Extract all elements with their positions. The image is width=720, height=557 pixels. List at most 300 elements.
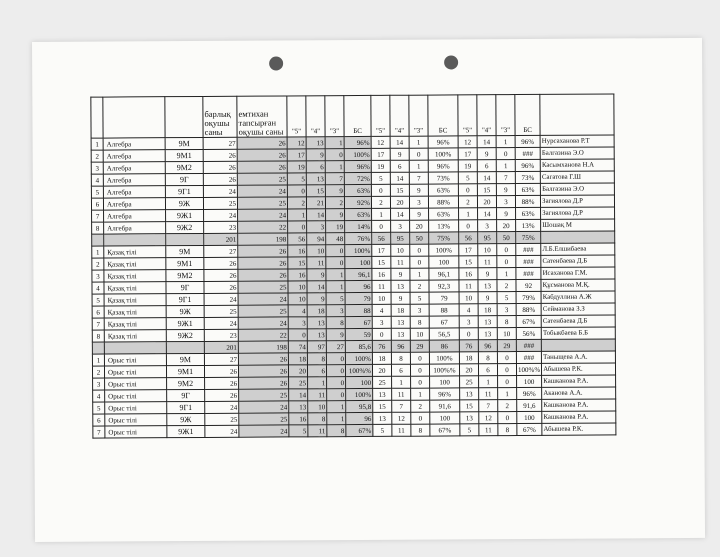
grade4-cell: 13 (478, 316, 497, 328)
grade4-cell: 15 (390, 184, 409, 196)
bs-cell: 100% (429, 352, 459, 364)
grade3-cell: 5 (326, 293, 345, 305)
grade3-cell: 50 (497, 232, 516, 244)
bs-cell: 63% (515, 183, 540, 195)
grade3-cell: 29 (410, 340, 429, 352)
grade4-cell: 18 (478, 304, 497, 316)
grade4-cell: 96 (391, 340, 410, 352)
grade5-cell: 15 (459, 256, 478, 268)
grade5-cell: 4 (459, 304, 478, 316)
bs-cell: 96% (517, 387, 542, 399)
class-cell (166, 233, 204, 245)
exam-takers-cell: 26 (238, 365, 288, 377)
grade3-cell: 3 (496, 196, 515, 208)
class-cell: 9Ж (166, 305, 204, 317)
grade5-cell: 2 (371, 196, 390, 208)
header-grade-3: "3" (496, 95, 515, 136)
teacher-cell: Балгазина Э.О (540, 147, 614, 159)
grade5-cell: 0 (459, 220, 478, 232)
exam-takers-cell: 24 (238, 317, 288, 329)
grade3-cell: 0 (497, 256, 516, 268)
header-grade-3: "3" (325, 96, 344, 137)
header-grade-4: "4" (306, 96, 325, 137)
bs-cell: 88% (515, 195, 540, 207)
grade3-cell: 1 (496, 160, 515, 172)
students-count-cell: 25 (205, 413, 239, 425)
bs-cell: 79% (516, 291, 541, 303)
subject-cell: Алгебра (103, 174, 165, 186)
grade4-cell: 95 (391, 232, 410, 244)
grade5-cell: 19 (287, 161, 306, 173)
grade5-cell: 20 (288, 365, 307, 377)
row-number: 4 (91, 174, 103, 186)
row-number: 2 (92, 366, 104, 378)
grade4-cell: 15 (477, 184, 496, 196)
bs-cell: 67% (430, 424, 460, 436)
teacher-cell: Касымханова Н.А (540, 159, 614, 171)
exam-takers-cell: 24 (238, 209, 288, 221)
grade3-cell: 9 (326, 329, 345, 341)
grade3-cell: 1 (498, 388, 517, 400)
grade5-cell: 14 (289, 389, 308, 401)
grade3-cell: 1 (325, 137, 344, 149)
row-number: 6 (92, 306, 104, 318)
class-cell: 9Г1 (166, 293, 204, 305)
grade3-cell: 0 (410, 352, 429, 364)
grade3-cell: 8 (326, 317, 345, 329)
exam-takers-cell: 26 (239, 377, 289, 389)
teacher-cell: Нурсаханова Р.Т (540, 135, 614, 147)
grade3-cell: 7 (496, 172, 515, 184)
bs-cell: ### (516, 243, 541, 255)
class-cell: 9М1 (166, 257, 204, 269)
exam-takers-cell: 25 (237, 197, 287, 209)
row-number: 2 (91, 150, 103, 162)
teacher-cell: Загиялова Д.Р (541, 195, 615, 207)
bs-cell: 100% (429, 244, 459, 256)
grade5-cell: 11 (372, 280, 391, 292)
grade3-cell: 29 (497, 340, 516, 352)
students-count-cell: 24 (205, 401, 239, 413)
subject-cell: Қазақ тілі (104, 318, 166, 330)
row-number: 2 (92, 258, 104, 270)
grade3-cell: 0 (410, 256, 429, 268)
teacher-cell: Сатенбаева Д.Б (541, 315, 615, 327)
grade5-cell: 3 (459, 316, 478, 328)
grade3-cell: 3 (326, 305, 345, 317)
grade4-cell: 12 (392, 412, 411, 424)
grade5-cell: 13 (373, 388, 392, 400)
grade5-cell: 3 (288, 317, 307, 329)
grade5-cell: 16 (372, 268, 391, 280)
exam-takers-cell: 26 (238, 245, 288, 257)
grade4-cell: 8 (391, 352, 410, 364)
row-number: 1 (91, 138, 103, 150)
grade4-cell: 96 (478, 340, 497, 352)
subject-cell: Орыс тілі (105, 414, 167, 426)
class-cell (166, 341, 204, 353)
grade5-cell: 5 (458, 172, 477, 184)
bs-cell: 96% (344, 136, 371, 148)
bs-cell: 75% (429, 232, 459, 244)
teacher-cell: Загиялова Д.Р (541, 207, 615, 219)
teacher-cell: Абышева Р.К. (542, 423, 616, 435)
row-number: 6 (91, 198, 103, 210)
exam-takers-cell: 22 (238, 329, 288, 341)
bs-cell: 91,6 (517, 399, 542, 411)
punch-hole (444, 55, 458, 69)
grade3-cell: 1 (411, 388, 430, 400)
grade4-cell: 14 (477, 172, 496, 184)
grade5-cell: 25 (373, 376, 392, 388)
grade5-cell: 10 (459, 292, 478, 304)
subject-cell: Қазақ тілі (104, 258, 166, 270)
students-count-cell: 27 (204, 245, 238, 257)
grade3-cell: 8 (411, 424, 430, 436)
grade4-cell: 13 (307, 329, 326, 341)
grade3-cell: 5 (497, 292, 516, 304)
bs-cell: 92 (516, 279, 541, 291)
bs-cell: 96% (428, 136, 458, 148)
header-cell (103, 97, 165, 138)
grade3-cell: 1 (497, 268, 516, 280)
grade5-cell: 10 (372, 292, 391, 304)
bs-cell: ### (516, 339, 541, 351)
grade4-cell: 9 (307, 269, 326, 281)
grade4-cell: 15 (306, 185, 325, 197)
grade4-cell: 1 (308, 377, 327, 389)
grade5-cell: 15 (288, 257, 307, 269)
grade4-cell: 8 (307, 353, 326, 365)
teacher-cell: Тобыкбаева Б.Б (541, 327, 615, 339)
grade4-cell: 8 (478, 352, 497, 364)
teacher-cell (541, 231, 615, 243)
subject-cell: Орыс тілі (105, 390, 167, 402)
students-count-cell: 201 (204, 233, 238, 245)
students-count-cell: 23 (204, 221, 238, 233)
bs-cell: 67% (517, 423, 542, 435)
grade4-cell: 11 (479, 424, 498, 436)
bs-cell: 79 (345, 292, 372, 304)
exam-takers-cell: 26 (238, 257, 288, 269)
exam-takers-cell: 24 (239, 401, 289, 413)
teacher-cell: Кашканова Р.А. (542, 399, 616, 411)
punch-hole (269, 56, 283, 70)
bs-cell: 96,1 (345, 268, 372, 280)
grade5-cell: 5 (373, 424, 392, 436)
grade5-cell: 20 (459, 364, 478, 376)
grade5-cell: 74 (288, 341, 307, 353)
students-count-cell: 26 (205, 389, 239, 401)
grade3-cell: 9 (409, 184, 428, 196)
subject-cell: Қазақ тілі (104, 306, 166, 318)
header-bs: БС (515, 94, 540, 135)
exam-takers-cell: 198 (238, 233, 288, 245)
subject-cell: Орыс тілі (104, 354, 166, 366)
bs-cell: ### (516, 351, 541, 363)
bs-cell: 92,3 (429, 280, 459, 292)
teacher-cell: Таныщева А.А. (542, 351, 616, 363)
grade3-cell: 0 (326, 365, 345, 377)
exam-takers-cell: 25 (238, 281, 288, 293)
grade5-cell: 4 (372, 304, 391, 316)
grade4-cell: 11 (478, 256, 497, 268)
class-cell: 9Ж1 (167, 425, 205, 437)
grade3-cell: 0 (498, 376, 517, 388)
grade5-cell: 12 (287, 137, 306, 149)
grade4-cell: 12 (479, 412, 498, 424)
subject-cell: Орыс тілі (105, 402, 167, 414)
grade5-cell: 15 (372, 256, 391, 268)
grade4-cell: 94 (307, 233, 326, 245)
grade5-cell: 25 (289, 377, 308, 389)
bs-cell: 100% (344, 148, 371, 160)
grade3-cell: 1 (496, 136, 515, 148)
exam-takers-cell: 24 (239, 425, 289, 437)
grade3-cell: 0 (409, 148, 428, 160)
students-count-cell: 26 (204, 257, 238, 269)
header-grade-5: "5" (371, 95, 390, 136)
bs-cell: 96% (515, 135, 540, 147)
bs-cell: 100 (345, 256, 372, 268)
students-count-cell: 24 (204, 209, 238, 221)
bs-cell: 73% (515, 171, 540, 183)
bs-cell: 100%% (429, 364, 459, 376)
grade5-cell: 10 (288, 293, 307, 305)
bs-cell: 96% (515, 159, 540, 171)
subject-cell: Алгебра (103, 198, 165, 210)
class-cell: 9Ж (167, 413, 205, 425)
grade3-cell: 3 (410, 304, 429, 316)
grade4-cell: 1 (392, 376, 411, 388)
grade5-cell: 5 (289, 425, 308, 437)
bs-cell: 88% (428, 196, 458, 208)
grade3-cell: 9 (410, 208, 429, 220)
grade5-cell: 56 (459, 232, 478, 244)
row-number: 4 (93, 390, 105, 402)
grade3-cell: 0 (326, 257, 345, 269)
subject-cell (104, 234, 166, 246)
grade4-cell: 13 (391, 280, 410, 292)
grade4-cell: 13 (478, 280, 497, 292)
grade4-cell: 95 (478, 232, 497, 244)
grade5-cell: 0 (288, 221, 307, 233)
table-body (91, 135, 616, 438)
row-number: 1 (92, 246, 104, 258)
grade5-cell: 11 (459, 280, 478, 292)
grade3-cell: 9 (497, 208, 516, 220)
grade4-cell: 9 (390, 148, 409, 160)
grade4-cell: 9 (306, 149, 325, 161)
grade5-cell: 17 (458, 148, 477, 160)
grade5-cell: 76 (372, 340, 391, 352)
grade4-cell: 11 (391, 256, 410, 268)
bs-cell: 88 (429, 304, 459, 316)
bs-cell: 76% (345, 232, 372, 244)
teacher-cell: Сагатова Г.Ш (540, 171, 614, 183)
grade4-cell: 3 (391, 220, 410, 232)
row-number: 3 (91, 162, 103, 174)
exam-takers-cell: 25 (238, 305, 288, 317)
grade4-cell: 13 (306, 173, 325, 185)
grade3-cell: 8 (410, 316, 429, 328)
grade5-cell: 56 (372, 232, 391, 244)
grade3-cell: 1 (326, 281, 345, 293)
class-cell: 9Г1 (165, 185, 203, 197)
header-grade-4: "4" (477, 95, 496, 136)
grade3-cell: 0 (327, 377, 346, 389)
grade4-cell: 10 (307, 245, 326, 257)
grade5-cell: 16 (289, 413, 308, 425)
exam-takers-cell: 24 (238, 293, 288, 305)
grade5-cell: 15 (373, 400, 392, 412)
grade5-cell: 17 (287, 149, 306, 161)
bs-cell: 63% (428, 184, 458, 196)
bs-cell: 100 (346, 376, 373, 388)
grade3-cell: 0 (498, 412, 517, 424)
subject-cell: Қазақ тілі (104, 282, 166, 294)
row-number (92, 234, 104, 246)
bs-cell: 13% (516, 219, 541, 231)
grade3-cell: 10 (497, 328, 516, 340)
grade3-cell: 20 (410, 220, 429, 232)
grade5-cell: 13 (460, 412, 479, 424)
exam-takers-cell: 26 (237, 149, 287, 161)
grade3-cell: 9 (326, 209, 345, 221)
grade3-cell: 1 (409, 160, 428, 172)
students-count-cell: 23 (204, 329, 238, 341)
students-count-cell: 24 (205, 425, 239, 437)
grade4-cell: 14 (390, 136, 409, 148)
students-count-cell: 201 (204, 341, 238, 353)
grade3-cell: 8 (497, 316, 516, 328)
header-grade-5: "5" (458, 95, 477, 136)
bs-cell: 79 (429, 292, 459, 304)
grade3-cell: 0 (411, 412, 430, 424)
bs-cell: ### (515, 147, 540, 159)
grade5-cell: 19 (371, 160, 390, 172)
bs-cell: 91,6 (430, 400, 460, 412)
bs-cell: 59 (345, 328, 372, 340)
header-bs: БС (344, 95, 371, 136)
bs-cell: 13% (429, 220, 459, 232)
bs-cell: 63% (345, 208, 372, 220)
grade4-cell: 10 (478, 244, 497, 256)
grade4-cell: 20 (477, 196, 496, 208)
class-cell: 9М1 (165, 149, 203, 161)
bs-cell: 100 (430, 376, 460, 388)
class-cell: 9Г (166, 281, 204, 293)
grade4-cell: 13 (391, 316, 410, 328)
grade5-cell: 12 (458, 136, 477, 148)
subject-cell: Қазақ тілі (104, 330, 166, 342)
grade3-cell: 0 (410, 364, 429, 376)
grade4-cell: 10 (308, 401, 327, 413)
grade4-cell: 11 (308, 389, 327, 401)
grade3-cell: 5 (410, 292, 429, 304)
class-cell: 9Ж2 (166, 329, 204, 341)
grade3-cell: 0 (326, 353, 345, 365)
grade4-cell: 10 (391, 244, 410, 256)
grade5-cell: 19 (458, 160, 477, 172)
exam-takers-cell: 26 (238, 269, 288, 281)
header-bs: БС (428, 95, 458, 136)
grade4-cell: 20 (390, 196, 409, 208)
exam-takers-cell: 24 (237, 185, 287, 197)
row-number: 8 (92, 330, 104, 342)
grade5-cell: 12 (371, 136, 390, 148)
grade3-cell: 10 (410, 328, 429, 340)
students-count-cell: 25 (203, 197, 237, 209)
row-number: 5 (91, 186, 103, 198)
bs-cell: 100 (430, 412, 460, 424)
subject-cell: Алгебра (103, 186, 165, 198)
grade3-cell: 3 (409, 196, 428, 208)
bs-cell: 75% (516, 231, 541, 243)
bs-cell: 88% (516, 303, 541, 315)
bs-cell: 100% (346, 388, 373, 400)
grade3-cell: 50 (410, 232, 429, 244)
teacher-cell (541, 339, 615, 351)
subject-cell: Алгебра (103, 162, 165, 174)
grade4-cell: 7 (392, 400, 411, 412)
grade3-cell: 2 (410, 280, 429, 292)
class-cell: 9Г1 (167, 401, 205, 413)
subject-cell: Орыс тілі (104, 366, 166, 378)
students-count-cell: 26 (204, 365, 238, 377)
subject-cell: Алгебра (104, 210, 166, 222)
bs-cell: 73% (428, 172, 458, 184)
grade4-cell: 13 (478, 328, 497, 340)
grade3-cell: 0 (497, 244, 516, 256)
class-cell: 9М (166, 245, 204, 257)
class-cell: 9Ж (165, 197, 203, 209)
grade3-cell: 3 (497, 304, 516, 316)
grade3-cell: 2 (497, 280, 516, 292)
paper-sheet (32, 38, 705, 542)
bs-cell: ### (516, 267, 541, 279)
teacher-cell: Сейманова З.З (541, 303, 615, 315)
row-number: 4 (92, 282, 104, 294)
grade4-cell: 18 (391, 304, 410, 316)
grade5-cell: 1 (288, 209, 307, 221)
bs-cell: 100% (428, 148, 458, 160)
grade4-cell: 9 (391, 292, 410, 304)
class-cell: 9М2 (165, 161, 203, 173)
exam-takers-cell: 26 (237, 137, 287, 149)
grade5-cell: 18 (459, 352, 478, 364)
row-number: 7 (93, 426, 105, 438)
header-teacher (540, 94, 614, 135)
header-students-count: барлық оқушы саны (203, 96, 237, 137)
bs-cell: 67 (429, 316, 459, 328)
row-number: 7 (92, 210, 104, 222)
table-header (91, 94, 614, 138)
grade4-cell: 11 (308, 425, 327, 437)
row-number: 1 (92, 354, 104, 366)
teacher-cell: Абышева Р.К. (542, 363, 616, 375)
header-cell (91, 97, 103, 138)
grade5-cell: 0 (372, 328, 391, 340)
grade4-cell: 97 (307, 341, 326, 353)
subject-cell: Қазақ тілі (104, 270, 166, 282)
grade5-cell: 17 (372, 244, 391, 256)
bs-cell: 96% (428, 160, 458, 172)
table-row (93, 423, 616, 438)
subject-cell (104, 342, 166, 354)
grade3-cell: 9 (325, 185, 344, 197)
grade3-cell: 27 (326, 341, 345, 353)
